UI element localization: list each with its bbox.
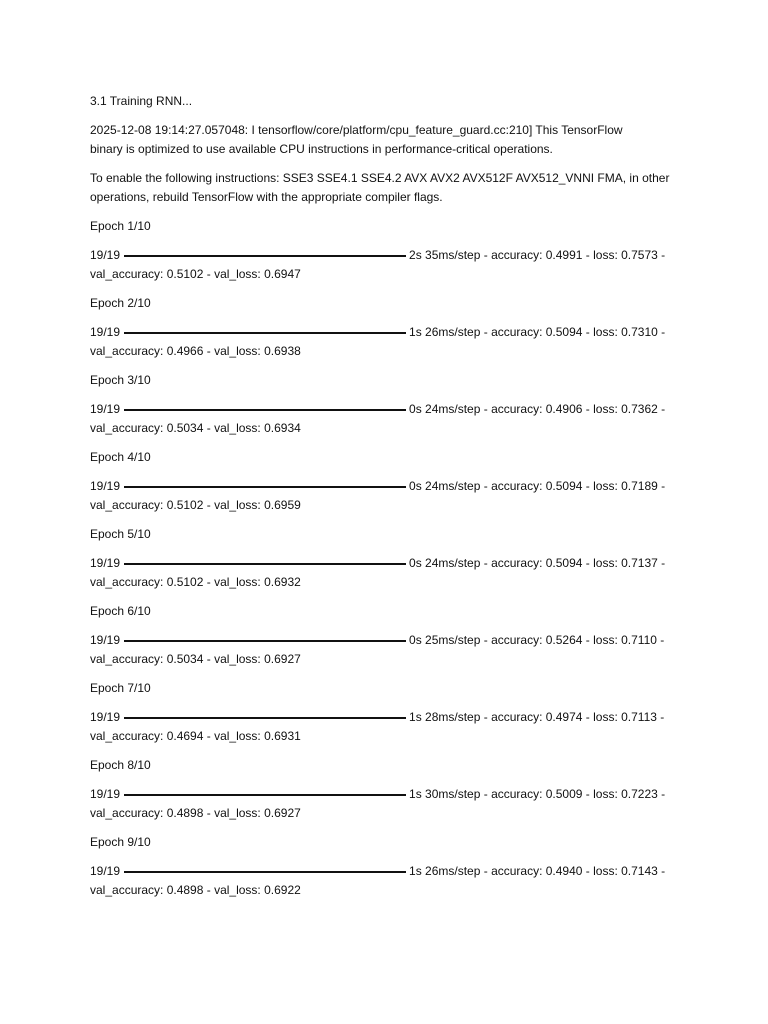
validation-metrics: val_accuracy: 0.5102 - val_loss: 0.6932: [90, 575, 301, 589]
progress-row: [90, 400, 690, 419]
epoch-title: Epoch 9/10: [90, 835, 151, 849]
progress-bar: [124, 794, 406, 796]
epoch-title: Epoch 8/10: [90, 758, 151, 772]
validation-metrics: val_accuracy: 0.4898 - val_loss: 0.6922: [90, 883, 301, 897]
epoch-progress-entry: [90, 785, 690, 823]
step-count: 19/19: [90, 864, 121, 878]
epoch-progress-entry: [90, 400, 690, 438]
step-stats: 0s 24ms/step - accuracy: 0.5094 - loss: 0.7137 -: [409, 556, 666, 570]
step-count: 19/19: [90, 633, 121, 647]
training-log-document: [90, 92, 690, 910]
epoch-list: [90, 217, 690, 900]
progress-bar: [124, 563, 406, 565]
validation-metrics: val_accuracy: 0.5102 - val_loss: 0.6959: [90, 498, 301, 512]
step-count: 19/19: [90, 479, 121, 493]
epoch-title: Epoch 7/10: [90, 681, 151, 695]
tensorflow-warning: [90, 121, 690, 159]
progress-row: [90, 631, 690, 650]
epoch-progress-entry: [90, 554, 690, 592]
progress-bar: [124, 486, 406, 488]
enable-line-2: operations, rebuild TensorFlow with the appropriate compiler flags.: [90, 190, 443, 204]
epoch-progress-entry: [90, 246, 690, 284]
progress-row: [90, 477, 690, 496]
step-stats: 1s 26ms/step - accuracy: 0.5094 - loss: 0.7310 -: [409, 325, 666, 339]
epoch-progress-entry: [90, 323, 690, 361]
step-stats: 1s 28ms/step - accuracy: 0.4974 - loss: 0.7113 -: [409, 710, 665, 724]
enable-instructions-note: [90, 169, 690, 207]
step-count: 19/19: [90, 787, 121, 801]
step-stats: 1s 26ms/step - accuracy: 0.4940 - loss: 0.7143 -: [409, 864, 666, 878]
progress-bar: [124, 409, 406, 411]
epoch-title: Epoch 1/10: [90, 219, 151, 233]
step-stats: 2s 35ms/step - accuracy: 0.4991 - loss: 0.7573 -: [409, 248, 666, 262]
step-count: 19/19: [90, 325, 121, 339]
progress-row: [90, 785, 690, 804]
validation-metrics: val_accuracy: 0.4966 - val_loss: 0.6938: [90, 344, 301, 358]
progress-bar: [124, 640, 406, 642]
step-count: 19/19: [90, 402, 121, 416]
warning-line-2: binary is optimized to use available CPU instructions in performance-critical operations.: [90, 142, 553, 156]
validation-metrics: val_accuracy: 0.5102 - val_loss: 0.6947: [90, 267, 301, 281]
epoch-progress-entry: [90, 477, 690, 515]
epoch-progress-entry: [90, 708, 690, 746]
warning-line-1: 2025-12-08 19:14:27.057048: I tensorflow/core/platform/cpu_feature_guard.cc:210] This TensorFlow: [90, 123, 623, 137]
epoch-title: Epoch 2/10: [90, 296, 151, 310]
progress-bar: [124, 717, 406, 719]
validation-metrics: val_accuracy: 0.4694 - val_loss: 0.6931: [90, 729, 301, 743]
validation-metrics: val_accuracy: 0.5034 - val_loss: 0.6934: [90, 421, 301, 435]
step-stats: 1s 30ms/step - accuracy: 0.5009 - loss: 0.7223 -: [409, 787, 666, 801]
epoch-progress-entry: [90, 631, 690, 669]
progress-row: [90, 708, 690, 727]
epoch-title: Epoch 3/10: [90, 373, 151, 387]
step-stats: 0s 24ms/step - accuracy: 0.4906 - loss: 0.7362 -: [409, 402, 666, 416]
validation-metrics: val_accuracy: 0.5034 - val_loss: 0.6927: [90, 652, 301, 666]
validation-metrics: val_accuracy: 0.4898 - val_loss: 0.6927: [90, 806, 301, 820]
progress-bar: [124, 871, 406, 873]
progress-row: [90, 323, 690, 342]
enable-line-1: To enable the following instructions: SSE3 SSE4.1 SSE4.2 AVX AVX2 AVX512F AVX512_VNNI FMA, in other: [90, 171, 670, 185]
epoch-title: Epoch 4/10: [90, 450, 151, 464]
step-stats: 0s 25ms/step - accuracy: 0.5264 - loss: 0.7110 -: [409, 633, 665, 647]
step-count: 19/19: [90, 248, 121, 262]
progress-bar: [124, 332, 406, 334]
epoch-title: Epoch 5/10: [90, 527, 151, 541]
progress-row: [90, 246, 690, 265]
section-title: 3.1 Training RNN...: [90, 94, 193, 108]
step-stats: 0s 24ms/step - accuracy: 0.5094 - loss: 0.7189 -: [409, 479, 666, 493]
step-count: 19/19: [90, 556, 121, 570]
epoch-title: Epoch 6/10: [90, 604, 151, 618]
step-count: 19/19: [90, 710, 121, 724]
epoch-progress-entry: [90, 862, 690, 900]
progress-row: [90, 554, 690, 573]
progress-row: [90, 862, 690, 881]
progress-bar: [124, 255, 406, 257]
